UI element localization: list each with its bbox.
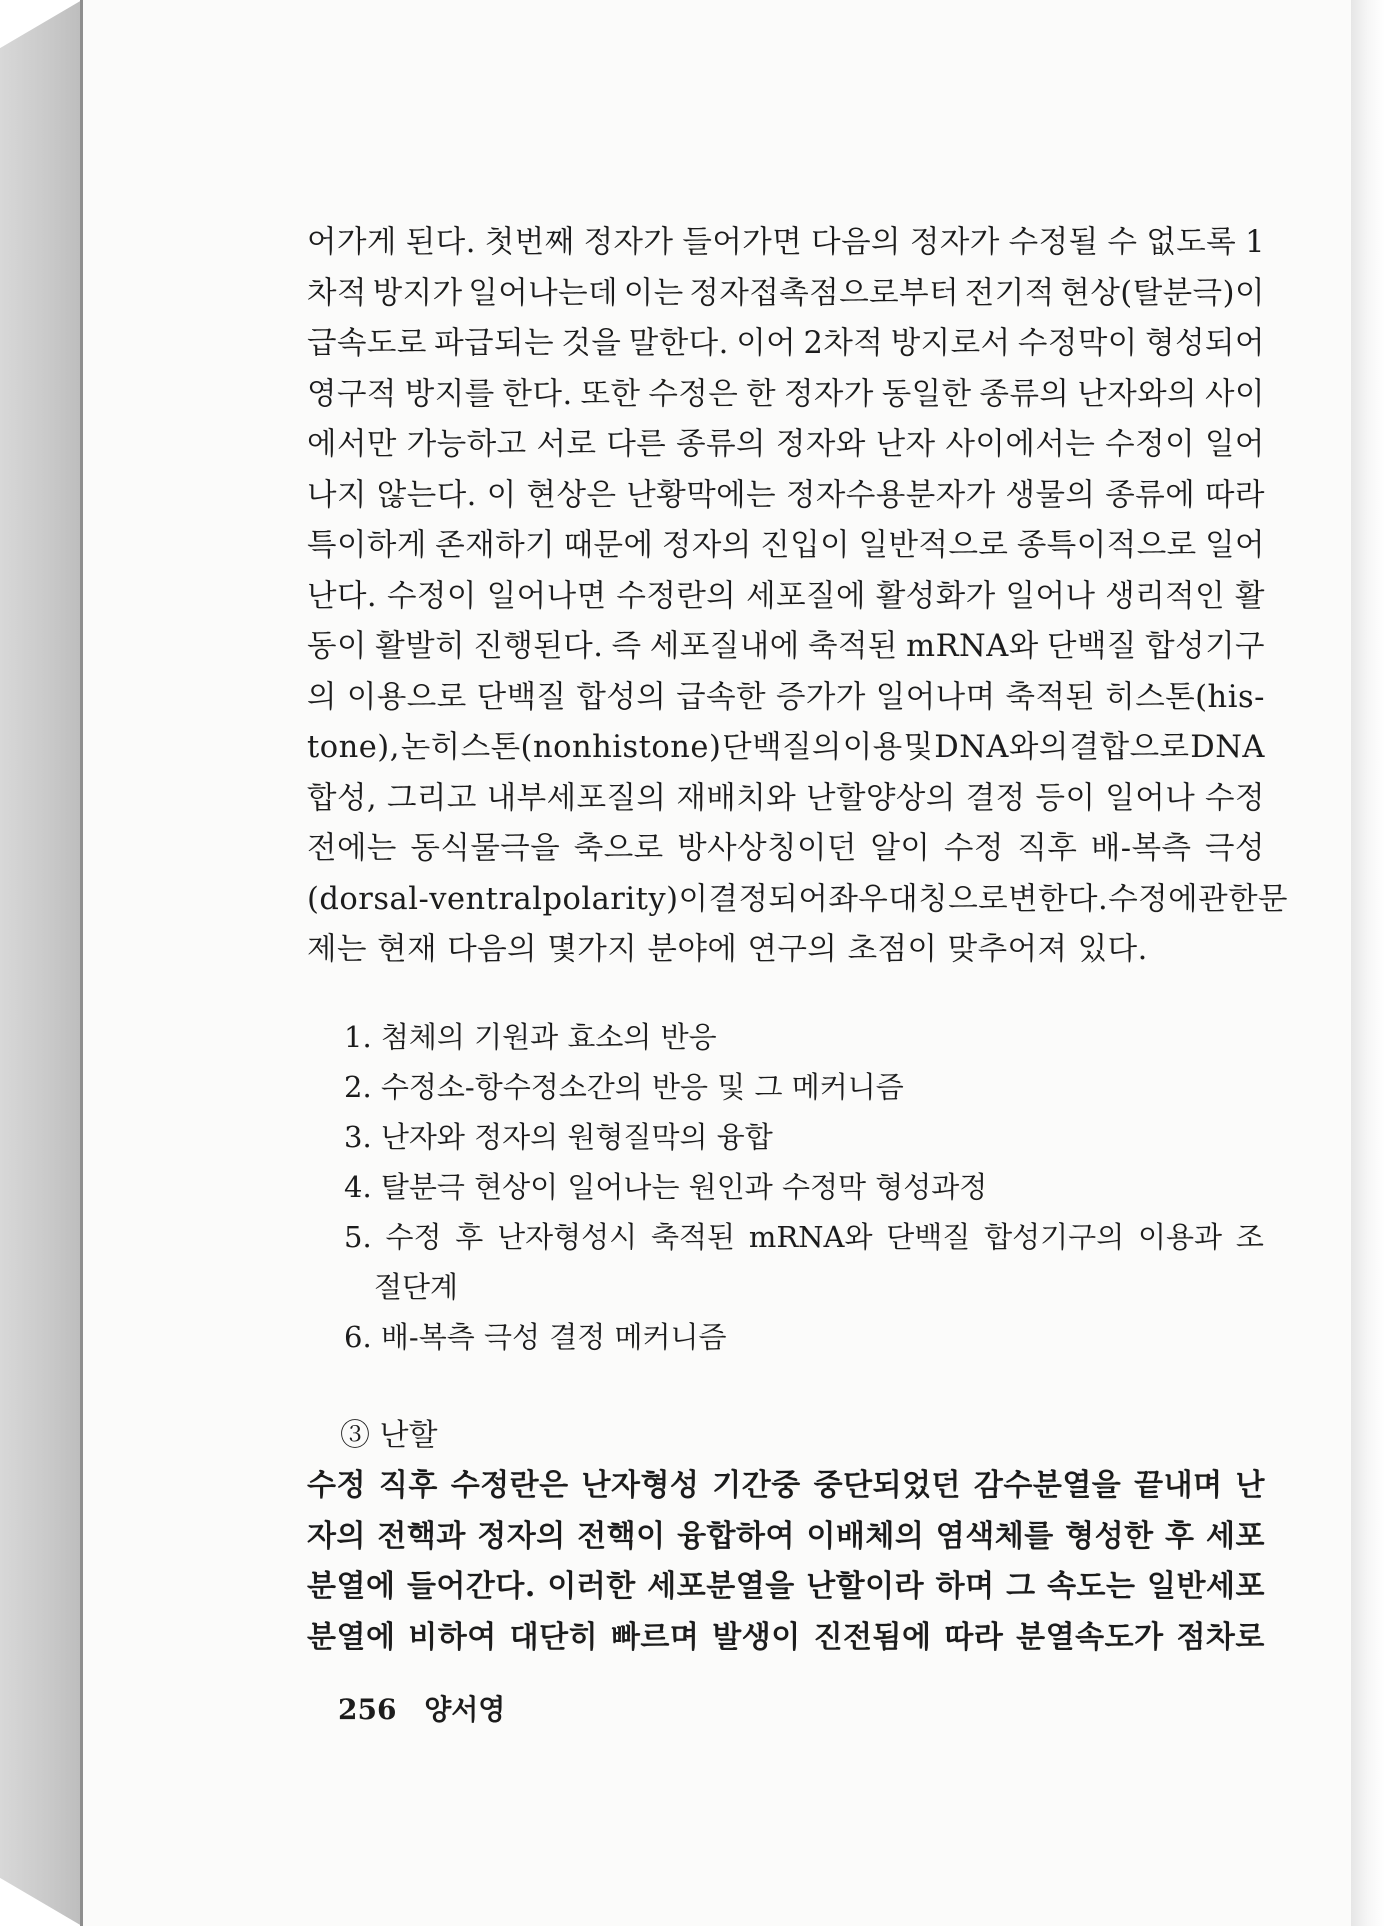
section-heading: ③ 난할 bbox=[340, 1418, 438, 1453]
body-line: 어가게 된다. 첫번째 정자가 들어가면 다음의 정자가 수정될 수 없도록 1 bbox=[307, 225, 1265, 260]
section-line: 자의 전핵과 정자의 전핵이 융합하여 이배체의 염색체를 형성한 후 세포 bbox=[307, 1518, 1265, 1554]
body-line: 제는 현재 다음의 몇가지 분야에 연구의 초점이 맞추어져 있다. bbox=[307, 932, 1148, 967]
list-item: 5. 수정 후 난자형성시 축적된 mRNA와 단백질 합성기구의 이용과 조 bbox=[344, 1220, 1264, 1254]
author-name: 양서영 bbox=[424, 1693, 506, 1726]
list-item: 3. 난자와 정자의 원형질막의 융합 bbox=[344, 1120, 773, 1154]
body-line: 동이 활발히 진행된다. 즉 세포질내에 축적된 mRNA와 단백질 합성기구 bbox=[307, 629, 1265, 664]
list-item-continuation: 절단계 bbox=[374, 1270, 459, 1304]
body-line: 나지 않는다. 이 현상은 난황막에는 정자수용분자가 생물의 종류에 따라 bbox=[307, 477, 1265, 513]
body-line: 급속도로 파급되는 것을 말한다. 이어 2차적 방지로서 수정막이 형성되어 bbox=[307, 326, 1265, 361]
body-line: 에서만 가능하고 서로 다른 종류의 정자와 난자 사이에서는 수정이 일어 bbox=[307, 427, 1265, 462]
list-item: 2. 수정소-항수정소간의 반응 및 그 메커니즘 bbox=[344, 1070, 904, 1104]
body-line: 난다. 수정이 일어나면 수정란의 세포질에 활성화가 일어나 생리적인 활 bbox=[307, 578, 1265, 614]
page-footer bbox=[338, 1688, 523, 1728]
list-item: 1. 첨체의 기원과 효소의 반응 bbox=[344, 1020, 717, 1054]
body-line: 영구적 방지를 한다. 또한 수정은 한 정자가 동일한 종류의 난자와의 사이 bbox=[307, 376, 1265, 412]
section-paragraph bbox=[307, 1461, 1265, 1663]
body-line: 차적 방지가 일어나는데 이는 정자접촉점으로부터 전기적 현상(탈분극)이 bbox=[307, 275, 1265, 311]
body-line: (dorsal-ventral polarity)이 결정되어 좌우대칭으로 변한다. 수정에 관한 문 bbox=[307, 881, 1289, 917]
section-line: 분열에 들어간다. 이러한 세포분열을 난할이라 하며 그 속도는 일반세포 bbox=[307, 1569, 1265, 1604]
body-paragraph bbox=[307, 218, 1289, 976]
page-shadow bbox=[1351, 0, 1385, 1926]
page-number: 256 bbox=[338, 1693, 397, 1726]
body-line: 전에는 동식물극을 축으로 방사상칭이던 알이 수정 직후 배-복측 극성 bbox=[307, 831, 1265, 866]
body-line: tone), 논히스톤(nonhistone) 단백질의 이용 및 DNA와의 결합으로 DNA bbox=[307, 730, 1265, 765]
body-line: 합성, 그리고 내부세포질의 재배치와 난할양상의 결정 등이 일어나 수정 bbox=[307, 780, 1265, 816]
section-line: 분열에 비하여 대단히 빠르며 발생이 진전됨에 따라 분열속도가 점차로 bbox=[307, 1619, 1265, 1655]
body-line: 특이하게 존재하기 때문에 정자의 진입이 일반적으로 종특이적으로 일어 bbox=[307, 528, 1265, 563]
book-edge bbox=[0, 0, 82, 1926]
research-topic-list bbox=[344, 1012, 1264, 1362]
list-item: 6. 배-복측 극성 결정 메커니즘 bbox=[344, 1320, 727, 1354]
list-item: 4. 탈분극 현상이 일어나는 원인과 수정막 형성과정 bbox=[344, 1170, 988, 1204]
section-line: 수정 직후 수정란은 난자형성 기간중 중단되었던 감수분열을 끝내며 난 bbox=[307, 1468, 1265, 1503]
body-line: 의 이용으로 단백질 합성의 급속한 증가가 일어나며 축적된 히스톤(his- bbox=[307, 679, 1265, 715]
